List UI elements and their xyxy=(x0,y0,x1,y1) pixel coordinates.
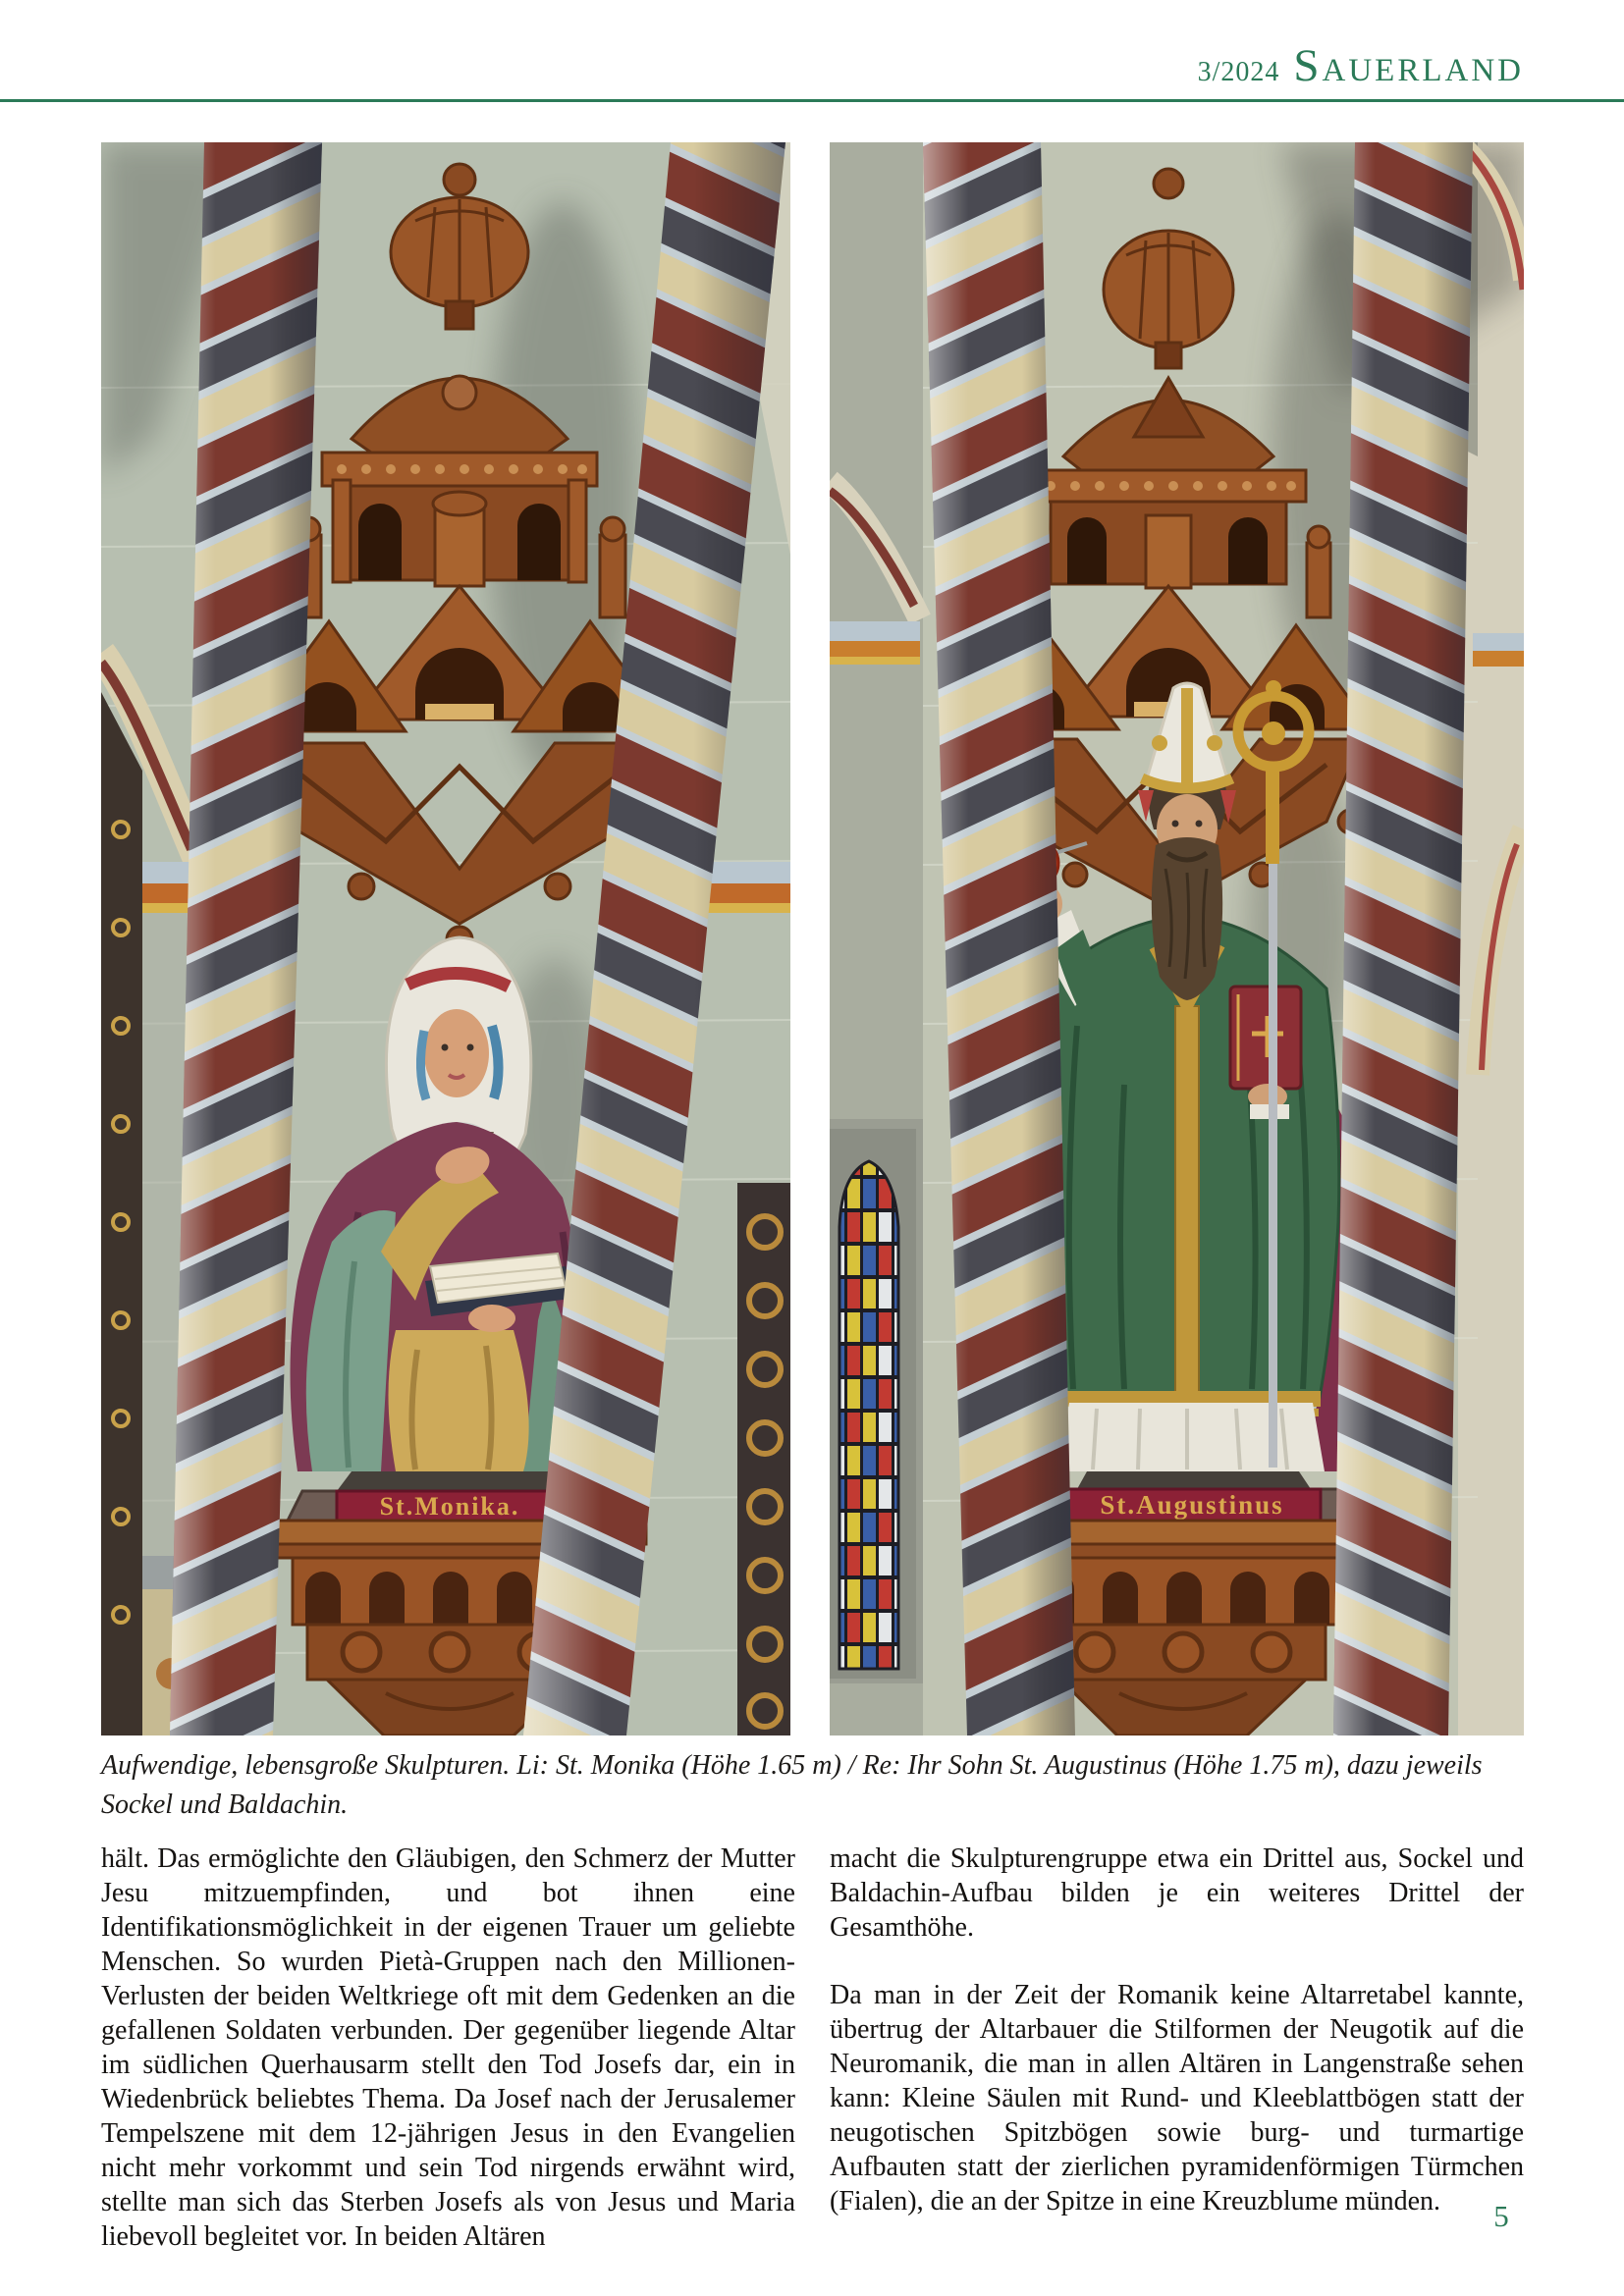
article-column-right xyxy=(830,1842,1524,2252)
figure-caption: Aufwendige, lebensgroße Skulpturen. Li: St. Monika (Höhe 1.65 m) / Re: Ihr Sohn St. Augustinus (Höhe 1.75 m), dazu jeweils Sockel und Baldachin. xyxy=(101,1750,1483,1820)
photo-st-augustinus xyxy=(830,142,1524,1735)
photo-st-monika xyxy=(101,142,790,1735)
plaque-st-monika-label: St.Monika. xyxy=(379,1492,520,1521)
paragraph: hält. Das ermöglichte den Gläubigen, den Schmerz der Mutter Jesu mitzuempfinden, und bot ihnen eine Identifikationsmöglichkeit in der eigenen Trauer um geliebte Menschen. So wurden Pietà-Gruppen nach den Millionen-Verlusten der beiden Weltkriege oft mit dem Gedenken an die gefallenen Soldaten verbunden. Der gegenüber liegende Altar im südlichen Querhausarm stellt den Tod Josefs dar, ein in Wiedenbrück beliebtes Thema. Da Josef nach der Jerusalemer Tempelszene mit dem 12-jährigen Jesus in den Evangelien nicht mehr vorkommt und sein Tod nirgends erwähnt wird, stellte man sich das Sterben Josefs als von Jesus und Maria liebevoll begleitet vor. In beiden Altären xyxy=(101,1843,795,2252)
magazine-header xyxy=(1198,39,1524,92)
header-rule xyxy=(0,99,1624,102)
page-number: 5 xyxy=(1493,2199,1509,2233)
issue-label: 3/2024 xyxy=(1197,57,1280,87)
article-column-left xyxy=(101,1842,795,2287)
plaque-st-augustinus-label: St.Augustinus xyxy=(1100,1490,1284,1520)
magazine-title: Sauerland xyxy=(1293,40,1524,91)
striped-column-right xyxy=(1333,142,1473,1735)
paragraph: macht die Skulpturengruppe etwa ein Drittel aus, Sockel und Baldachin-Aufbau bilden je ein weiteres Drittel der Gesamthöhe. xyxy=(830,1843,1524,1943)
paragraph: Da man in der Zeit der Romanik keine Altarretabel kannte, übertrug der Altarbauer die Stilformen der Neugotik auf die Neuromanik, die man in allen Altären in Langenstraße sehen kann: Kleine Säulen mit Rund- und Kleeblattbögen statt der neugotischen Spitzbögen sowie burg- und turmartige Aufbauten statt der zierlichen pyramidenförmigen Türmchen (Fialen), die an der Spitze in eine Kreuzblume münden. xyxy=(830,1980,1524,2216)
stained-glass-window xyxy=(830,1119,923,1683)
